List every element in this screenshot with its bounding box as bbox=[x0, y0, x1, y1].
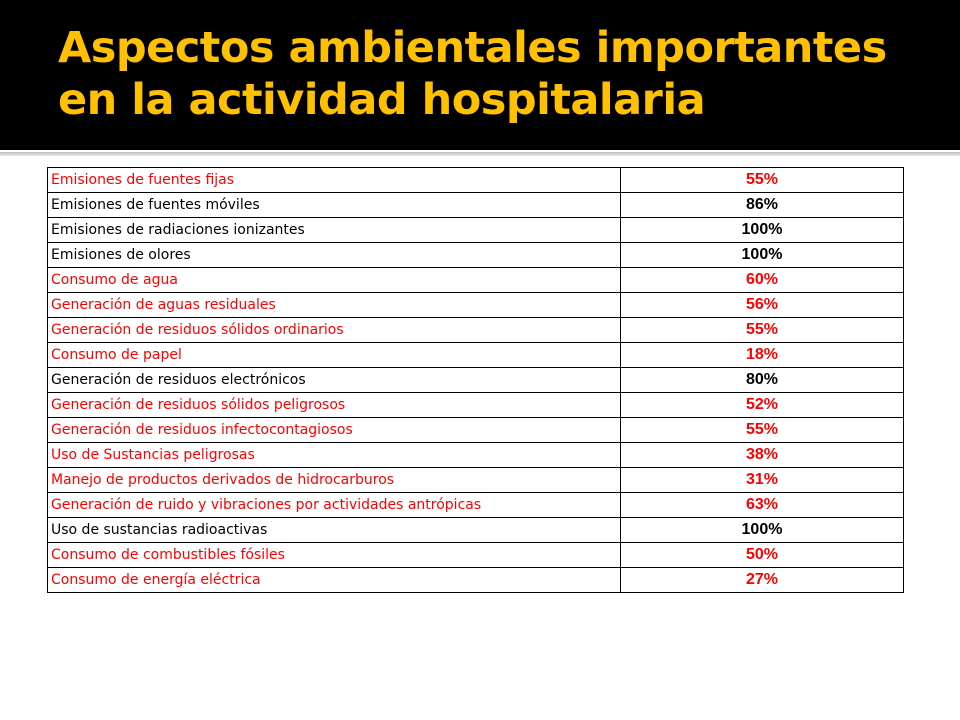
aspect-percent-cell: 31% bbox=[621, 468, 904, 493]
aspect-percent-cell: 56% bbox=[621, 293, 904, 318]
title-line-1: Aspectos ambientales importantes bbox=[58, 23, 887, 73]
aspect-percent-cell: 50% bbox=[621, 543, 904, 568]
aspect-percent-cell: 63% bbox=[621, 493, 904, 518]
aspect-name-cell: Generación de residuos infectocontagiosos bbox=[48, 418, 621, 443]
aspect-percent-cell: 60% bbox=[621, 268, 904, 293]
aspects-table bbox=[47, 167, 904, 593]
table-row bbox=[48, 243, 904, 268]
aspects-table-body bbox=[48, 168, 904, 593]
aspect-name-cell: Generación de residuos sólidos peligrosos bbox=[48, 393, 621, 418]
aspect-name-cell: Generación de residuos sólidos ordinarios bbox=[48, 318, 621, 343]
table-row bbox=[48, 543, 904, 568]
table-row bbox=[48, 343, 904, 368]
aspect-percent-cell: 27% bbox=[621, 568, 904, 593]
table-row bbox=[48, 518, 904, 543]
aspect-name-cell: Manejo de productos derivados de hidrocarburos bbox=[48, 468, 621, 493]
aspect-name-cell: Consumo de agua bbox=[48, 268, 621, 293]
aspect-name-cell: Consumo de papel bbox=[48, 343, 621, 368]
aspect-percent-cell: 100% bbox=[621, 218, 904, 243]
table-row bbox=[48, 293, 904, 318]
title-band bbox=[0, 0, 960, 150]
aspect-name-cell: Emisiones de olores bbox=[48, 243, 621, 268]
table-row bbox=[48, 418, 904, 443]
aspect-name-cell: Consumo de combustibles fósiles bbox=[48, 543, 621, 568]
aspect-percent-cell: 55% bbox=[621, 318, 904, 343]
table-row bbox=[48, 318, 904, 343]
table-row bbox=[48, 368, 904, 393]
aspect-name-cell: Uso de sustancias radioactivas bbox=[48, 518, 621, 543]
aspect-percent-cell: 38% bbox=[621, 443, 904, 468]
title-divider bbox=[0, 152, 960, 156]
aspect-percent-cell: 18% bbox=[621, 343, 904, 368]
aspect-name-cell: Generación de ruido y vibraciones por actividades antrópicas bbox=[48, 493, 621, 518]
table-row bbox=[48, 443, 904, 468]
table-row bbox=[48, 468, 904, 493]
aspect-name-cell: Emisiones de fuentes móviles bbox=[48, 193, 621, 218]
aspect-percent-cell: 100% bbox=[621, 518, 904, 543]
aspect-percent-cell: 52% bbox=[621, 393, 904, 418]
table-row bbox=[48, 493, 904, 518]
aspect-name-cell: Emisiones de fuentes fijas bbox=[48, 168, 621, 193]
table-row bbox=[48, 568, 904, 593]
table-row bbox=[48, 268, 904, 293]
title-line-2: en la actividad hospitalaria bbox=[58, 75, 706, 125]
aspect-percent-cell: 80% bbox=[621, 368, 904, 393]
table-row bbox=[48, 218, 904, 243]
aspect-name-cell: Consumo de energía eléctrica bbox=[48, 568, 621, 593]
aspect-name-cell: Uso de Sustancias peligrosas bbox=[48, 443, 621, 468]
aspect-name-cell: Generación de residuos electrónicos bbox=[48, 368, 621, 393]
aspect-percent-cell: 55% bbox=[621, 418, 904, 443]
slide-title bbox=[58, 22, 938, 126]
aspect-percent-cell: 100% bbox=[621, 243, 904, 268]
aspect-percent-cell: 55% bbox=[621, 168, 904, 193]
aspect-percent-cell: 86% bbox=[621, 193, 904, 218]
table-row bbox=[48, 193, 904, 218]
aspect-name-cell: Emisiones de radiaciones ionizantes bbox=[48, 218, 621, 243]
table-row bbox=[48, 168, 904, 193]
aspect-name-cell: Generación de aguas residuales bbox=[48, 293, 621, 318]
table-row bbox=[48, 393, 904, 418]
